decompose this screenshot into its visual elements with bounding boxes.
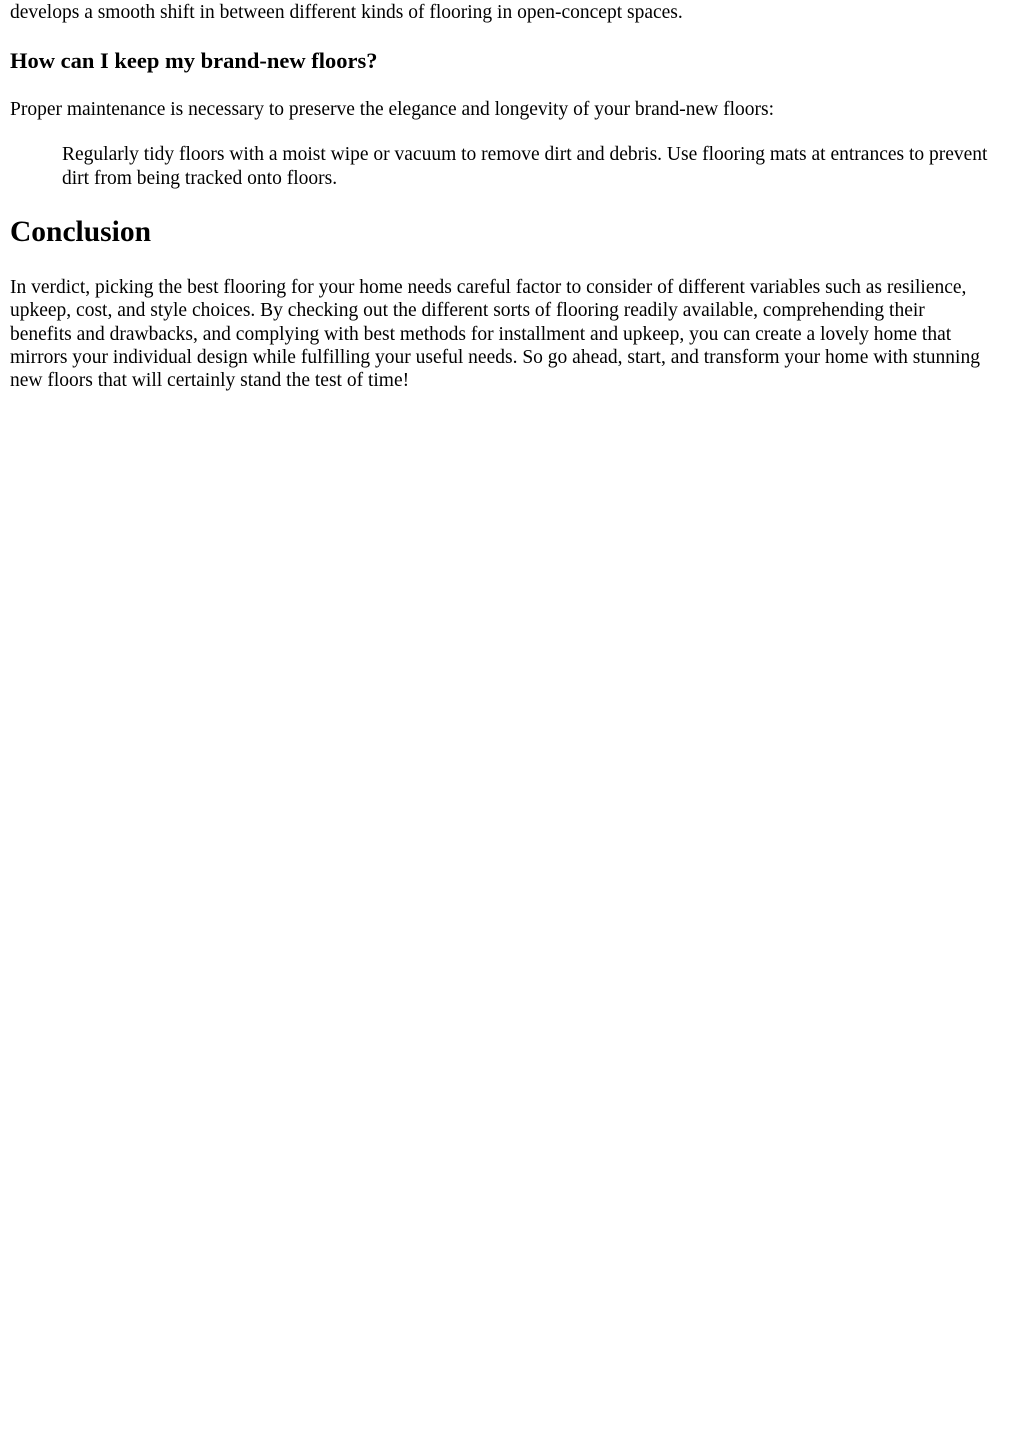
faq-question-heading: How can I keep my brand-new floors? bbox=[10, 48, 378, 73]
maintenance-tip-blockquote: Regularly tidy floors with a moist wipe or vacuum to remove dirt and debris. Use flooring mats at entrances to prevent dirt from being tracked onto floors. bbox=[62, 144, 988, 189]
conclusion-heading: Conclusion bbox=[10, 216, 151, 248]
intro-paragraph-fragment: develops a smooth shift in between different kinds of flooring in open-concept spaces. bbox=[10, 2, 683, 23]
conclusion-paragraph: In verdict, picking the best flooring for your home needs careful factor to consider of different variables such as resilience, upkeep, cost, and style choices. By checking out the different sorts of flooring readily available, comprehending their benefits and drawbacks, and complying with best methods for installment and upkeep, you can create a lovely home that mirrors your individual design while fulfilling your useful needs. So go ahead, start, and transform your home with stunning new floors that will certainly stand the test of time! bbox=[10, 277, 980, 392]
faq-answer-paragraph: Proper maintenance is necessary to preserve the elegance and longevity of your brand-new floors: bbox=[10, 99, 775, 120]
